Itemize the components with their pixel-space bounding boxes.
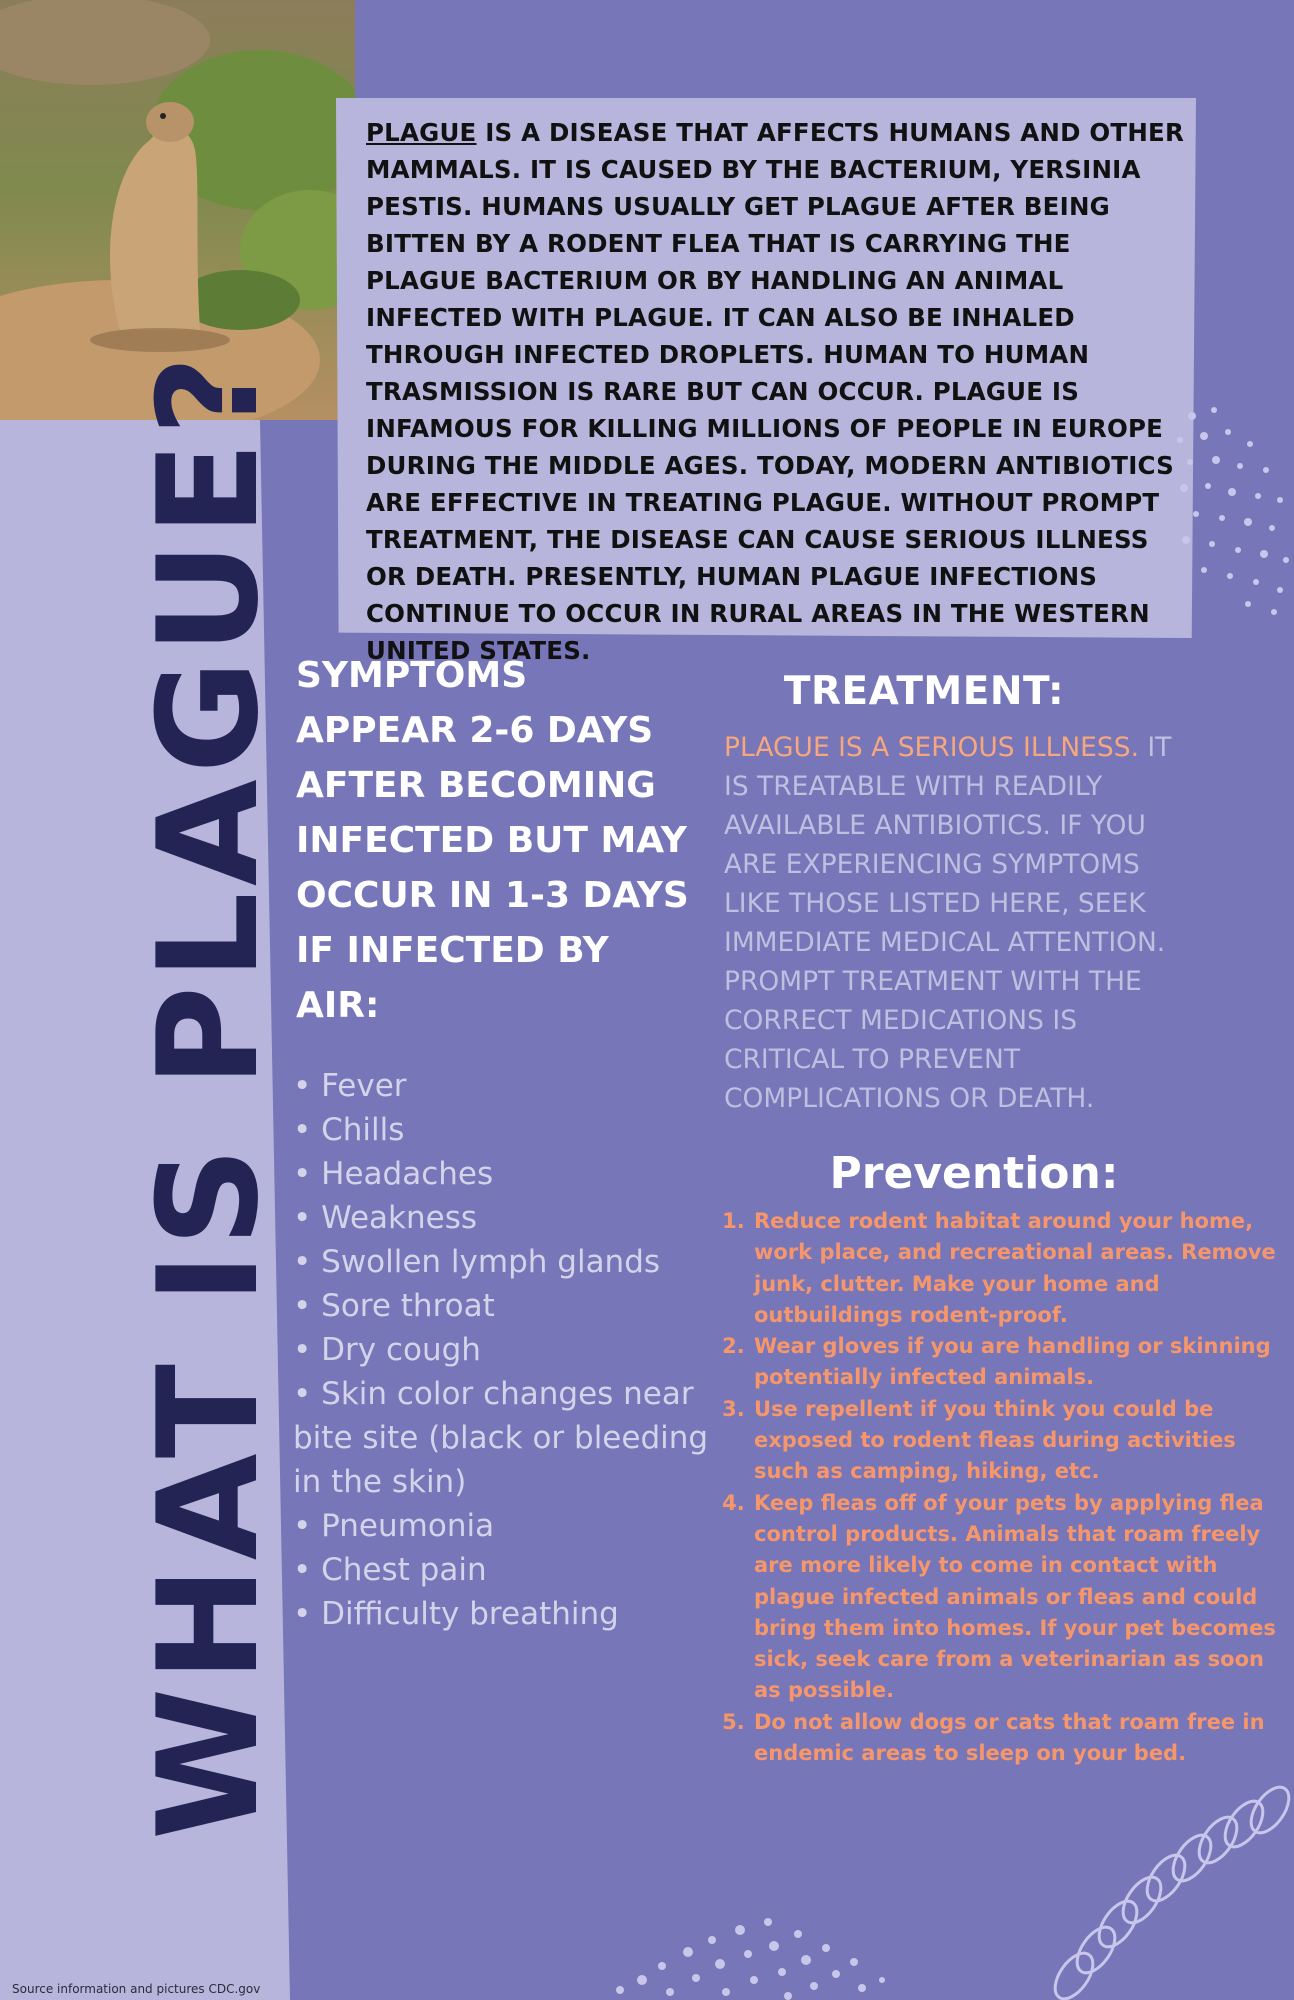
treatment-body: IT IS TREATABLE WITH READILY AVAILABLE ANTIBIOTICS. IF YOU ARE EXPERIENCING SYMPTOMS LIKE THOSE LISTED HERE, SEEK IMMEDIATE MEDICAL ATTENTION. PROMPT TREATMENT WITH THE CORRECT MEDICATIONS IS CRITICAL TO PREVENT COMPLICATIONS OR DEATH. — [724, 732, 1172, 1114]
treatment-highlight: PLAGUE IS A SERIOUS ILLNESS. — [724, 732, 1139, 763]
symptom-item: • Dry cough — [293, 1332, 481, 1368]
symptom-item: • Skin color changes near bite site (black or bleeding in the skin) — [293, 1376, 709, 1500]
symptoms-heading: SYMPTOMS APPEAR 2-6 DAYS AFTER BECOMING INFECTED BUT MAY OCCUR IN 1-3 DAYS IF INFECTED BY AIR: — [296, 655, 689, 1026]
prevention-item: 1. Reduce rodent habitat around your home, work place, and recreational areas. Remove junk, clutter. Make your home and outbuildings rodent-proof. — [752, 1206, 1282, 1331]
symptom-item: • Pneumonia — [293, 1508, 495, 1544]
spring-decoration — [1000, 1780, 1294, 2000]
prevention-item: 5. Do not allow dogs or cats that roam free in endemic areas to sleep on your bed. — [752, 1707, 1282, 1770]
symptom-item: • Difficulty breathing — [293, 1596, 619, 1632]
source-credit: Source information and pictures CDC.gov — [12, 1982, 261, 1996]
symptom-item: • Swollen lymph glands — [293, 1244, 661, 1280]
dots-decoration-bottom — [600, 1900, 900, 2000]
symptom-list — [293, 1064, 733, 1636]
intro-body: IS A DISEASE THAT AFFECTS HUMANS AND OTHER MAMMALS. IT IS CAUSED BY THE BACTERIUM, YERSINIA PESTIS. HUMANS USUALLY GET PLAGUE AFTER BEING BITTEN BY A RODENT FLEA THAT IS CARRYING THE PLAGUE BACTERIUM OR BY HANDLING AN ANIMAL INFECTED WITH PLAGUE. IT CAN ALSO BE INHALED THROUGH INFECTED DROPLETS. HUMAN TO HUMAN TRASMISSION IS RARE BUT CAN OCCUR. PLAGUE IS INFAMOUS FOR KILLING MILLIONS OF PEOPLE IN EUROPE DURING THE MIDDLE AGES. TODAY, MODERN ANTIBIOTICS ARE EFFECTIVE IN TREATING PLAGUE. WITHOUT PROMPT TREATMENT, THE DISEASE CAN CAUSE SERIOUS ILLNESS OR DEATH. PRESENTLY, HUMAN PLAGUE INFECTIONS CONTINUE TO OCCUR IN RURAL AREAS IN THE WESTERN UNITED STATES. — [366, 118, 1185, 665]
prevention-item: 4. Keep fleas off of your pets by applying flea control products. Animals that roam freely are more likely to come in contact with plague infected animals or fleas and could bring them into homes. If your pet becomes sick, seek care from a veterinarian as soon as possible. — [752, 1488, 1282, 1707]
symptom-item: • Sore throat — [293, 1288, 495, 1324]
prevention-heading: Prevention: — [829, 1148, 1119, 1199]
treatment-heading: TREATMENT: — [783, 669, 1065, 714]
prevention-item: 3. Use repellent if you think you could be exposed to rodent fleas during activities such as camping, hiking, etc. — [752, 1394, 1282, 1488]
symptom-item: • Fever — [293, 1068, 407, 1104]
page-title: WHAT IS PLAGUE? — [128, 349, 289, 1840]
intro-paragraph — [366, 114, 1186, 669]
prevention-item: 2. Wear gloves if you are handling or skinning potentially infected animals. — [752, 1331, 1282, 1394]
prevention-list — [724, 1206, 1282, 1769]
symptom-item: • Chest pain — [293, 1552, 487, 1588]
symptom-item: • Weakness — [293, 1200, 478, 1236]
symptom-item: • Chills — [293, 1112, 405, 1148]
intro-lead: PLAGUE — [366, 118, 477, 147]
symptom-item: • Headaches — [293, 1156, 494, 1192]
treatment-paragraph — [724, 728, 1204, 1118]
